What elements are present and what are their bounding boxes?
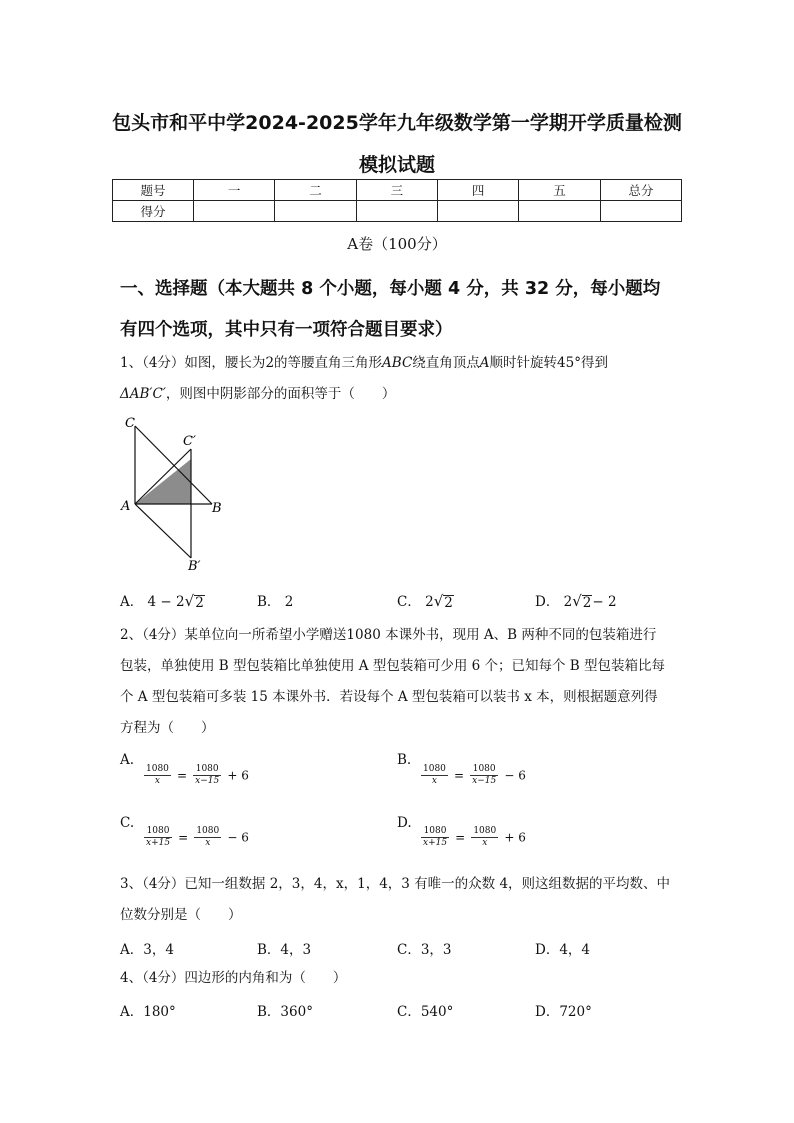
volume-heading: A卷（100分） xyxy=(347,235,447,253)
question-3-line2: 位数分别是（ ） xyxy=(120,907,242,923)
q2-option-a-equation[interactable]: $\frac{1080}{x}$ = $\frac{1080}{x-15}$ + 6 xyxy=(146,764,249,786)
exam-title-line1: 包头市和平中学2024-2025学年九年级数学第一学期开学质量检测 xyxy=(112,112,682,134)
q1-text: 顺时针旋转 xyxy=(489,355,558,371)
frac-num: 1080 xyxy=(423,764,446,774)
question-1-line2 xyxy=(120,384,395,404)
question-2-line3: 个 A 型包装箱可多装 15 本课外书．若设每个 A 型包装箱可以装书 x 本，则根据题意列得 xyxy=(120,689,658,705)
q1-geometry-figure xyxy=(118,412,228,577)
frac-num: 1080 xyxy=(144,826,172,838)
q1-option-d[interactable]: D． 2 √ 2 − 2 xyxy=(535,592,617,611)
score-table-header-row xyxy=(113,180,682,201)
score-cell[interactable] xyxy=(437,201,518,222)
q4-option-c[interactable]: C．540° xyxy=(397,1004,454,1020)
q3-option-d[interactable]: D．4，4 xyxy=(535,942,591,958)
score-table-header: 五 xyxy=(519,180,600,201)
section-heading-line2: 有四个选项，其中只有一项符合题目要求） xyxy=(120,320,453,340)
frac-num: 1080 xyxy=(473,826,497,836)
radicand: 2 xyxy=(444,595,453,611)
q1-option-b[interactable] xyxy=(257,590,293,610)
frac-den: x xyxy=(431,776,437,786)
label-a: A xyxy=(121,499,131,514)
q1-text: ，则图中阴影部分的面积等于（ ） xyxy=(165,386,396,402)
option-value: 2 xyxy=(563,594,573,610)
equation-tail: − 6 xyxy=(504,768,526,783)
question-4-line1: 4、（4分）四边形的内角和为（ ） xyxy=(120,970,347,986)
q4-option-a[interactable]: A．180° xyxy=(120,1004,176,1020)
score-table-header: 总分 xyxy=(600,180,681,201)
q2-option-c-equation[interactable]: $\frac{1080}{x+15}$ = $\frac{1080}{x}$ − 6 xyxy=(146,826,249,848)
score-table xyxy=(112,179,682,222)
question-1-line1 xyxy=(120,353,608,373)
exam-title-line2: 模拟试题 xyxy=(358,154,435,176)
question-2-line2: 包装，单独使用 B 型包装箱比单独使用 A 型包装箱可少用 6 个；已知每个 B 型包装箱比每 xyxy=(120,658,666,674)
frac-den: x−15 xyxy=(195,776,220,786)
q1-text: 的等腰直角三角形 xyxy=(274,355,383,371)
radicand: 2 xyxy=(582,595,592,611)
equation-tail: + 6 xyxy=(504,830,526,845)
frac-num: 1080 xyxy=(146,764,169,774)
question-3-line1: 3、（4分）已知一组数据 2，3，4，x，1，4，3 有唯一的众数 4，则这组数据的平均数、中 xyxy=(120,876,671,892)
score-cell[interactable] xyxy=(194,201,275,222)
q1-text: 1、（4分）如图，腰长为 xyxy=(120,355,266,371)
q1-leg-length: 2 xyxy=(265,355,275,371)
q2-option-d-letter[interactable]: D. xyxy=(397,815,412,831)
q4-option-b[interactable]: B．360° xyxy=(257,1004,313,1020)
frac-num: 1080 xyxy=(421,826,449,838)
score-table-header: 题号 xyxy=(113,180,194,201)
frac-den: x−15 xyxy=(472,776,497,786)
score-row-label: 得分 xyxy=(113,201,194,222)
frac-den: x+15 xyxy=(423,838,448,848)
option-letter: B． xyxy=(257,594,281,610)
option-value: 2 xyxy=(284,594,294,610)
question-2-line4: 方程为（ ） xyxy=(120,720,215,736)
label-c: C xyxy=(125,416,135,431)
option-value: 2 xyxy=(425,594,434,610)
section-heading-line1: 一、选择题（本大题共 8 个小题，每小题 4 分，共 32 分，每小题均 xyxy=(120,279,661,299)
q2-option-d-equation[interactable]: $\frac{1080}{x+15}$ = $\frac{1080}{x}$ + 6 xyxy=(423,826,526,848)
q1-vertex-a: A xyxy=(479,355,490,371)
label-b-prime: B′ xyxy=(188,559,201,574)
equation-tail: + 6 xyxy=(227,768,249,783)
q2-option-b-equation[interactable]: $\frac{1080}{x}$ = $\frac{1080}{x-15}$ − 6 xyxy=(423,764,526,786)
score-cell[interactable] xyxy=(275,201,356,222)
score-table-score-row xyxy=(113,201,682,222)
frac-den: x xyxy=(482,838,488,848)
option-letter: A． xyxy=(120,594,144,610)
score-cell[interactable] xyxy=(519,201,600,222)
option-tail: − 2 xyxy=(592,594,617,610)
option-letter: D． xyxy=(535,594,560,610)
q2-option-a-letter[interactable]: A. xyxy=(120,752,135,768)
score-table-header: 二 xyxy=(275,180,356,201)
score-table-header: 四 xyxy=(437,180,518,201)
label-c-prime: C′ xyxy=(183,434,196,449)
q1-text: 绕直角顶点 xyxy=(412,355,480,371)
score-cell[interactable] xyxy=(600,201,681,222)
score-cell[interactable] xyxy=(356,201,437,222)
q1-text: 得到 xyxy=(580,355,608,371)
radicand: 2 xyxy=(195,595,204,611)
label-b: B xyxy=(212,501,222,516)
q3-option-c[interactable]: C．3，3 xyxy=(397,942,452,958)
q1-rotated-triangle: ΔAB′C′ xyxy=(120,386,166,402)
equation-tail: − 6 xyxy=(227,830,249,845)
frac-den: x xyxy=(154,776,160,786)
score-table-header: 三 xyxy=(356,180,437,201)
shaded-region xyxy=(135,459,191,504)
q1-angle: 45° xyxy=(557,355,581,371)
frac-num: 1080 xyxy=(196,826,220,836)
q2-option-b-letter[interactable]: B. xyxy=(397,752,412,768)
q1-option-c[interactable]: C． 2 √ 2 xyxy=(397,592,453,611)
q1-option-a[interactable]: A． 4 − 2 √ 2 xyxy=(120,592,204,611)
q3-option-a[interactable]: A．3，4 xyxy=(120,942,174,958)
q3-option-b[interactable]: B．4，3 xyxy=(257,942,312,958)
frac-den: x+15 xyxy=(146,838,171,848)
q2-option-c-letter[interactable]: C. xyxy=(120,815,135,831)
frac-den: x xyxy=(205,838,211,848)
q4-option-d[interactable]: D．720° xyxy=(535,1004,592,1020)
frac-num: 1080 xyxy=(193,764,221,776)
question-2-line1: 2、（4分）某单位向一所希望小学赠送1080 本课外书，现用 A、B 两种不同的包装箱进行 xyxy=(120,627,657,643)
frac-num: 1080 xyxy=(470,764,498,776)
option-value: 4 − 2 xyxy=(147,594,185,610)
option-letter: C． xyxy=(397,594,421,610)
score-table-header: 一 xyxy=(194,180,275,201)
q1-triangle-abc: ABC xyxy=(382,355,413,371)
